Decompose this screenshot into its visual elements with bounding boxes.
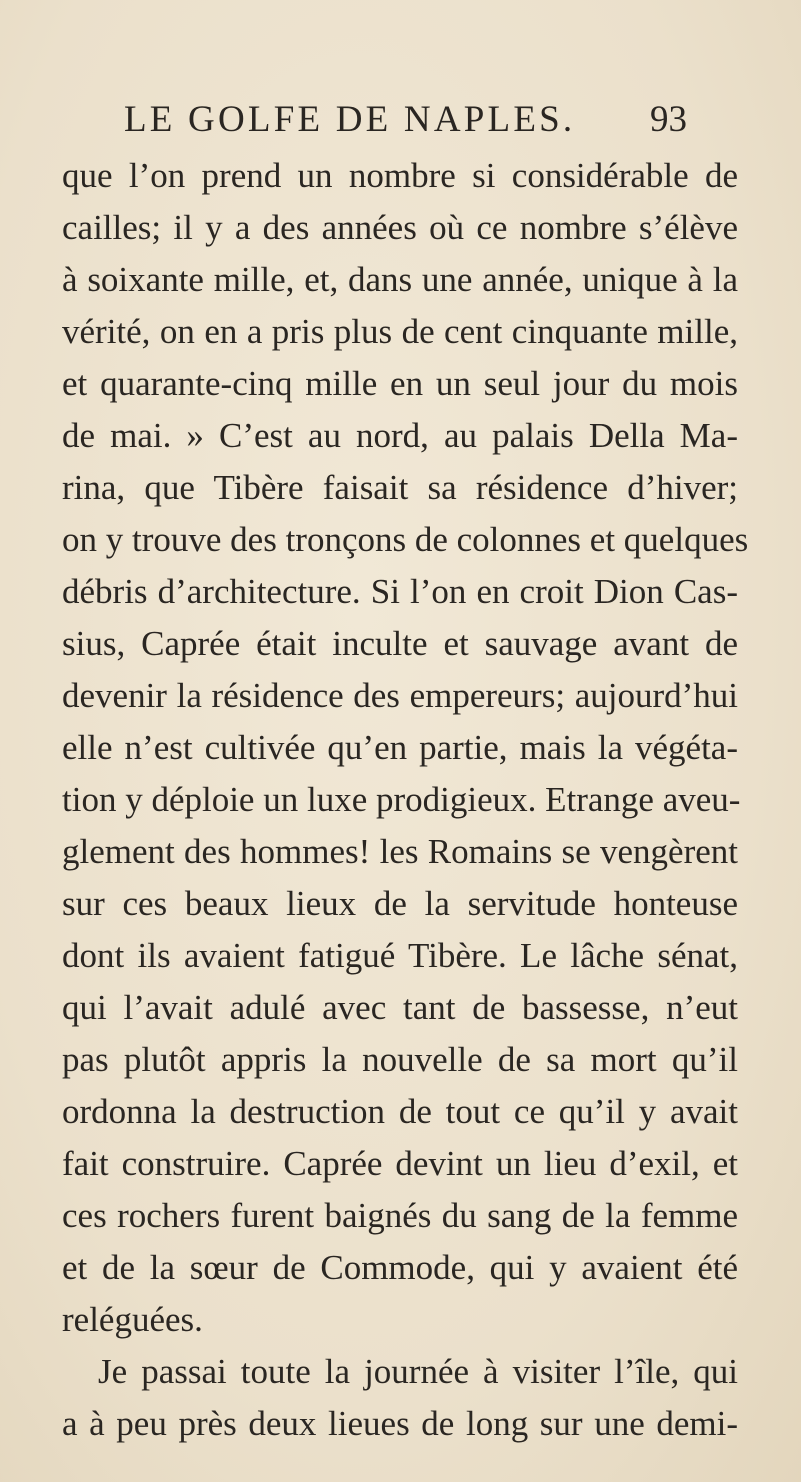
text-line: vérité, on en a pris plus de cent cinquante mille, <box>62 312 738 351</box>
text-line: fait construire. Caprée devint un lieu d’exil, et <box>62 1144 738 1183</box>
text-line: rina, que Tibère faisait sa résidence d’hiver; <box>62 468 738 507</box>
text-line: sius, Caprée était inculte et sauvage avant de <box>62 624 738 663</box>
running-title: LE GOLFE DE NAPLES. <box>124 99 576 140</box>
text-line: dont ils avaient fatigué Tibère. Le lâche sénat, <box>62 936 738 975</box>
text-line: a à peu près deux lieues de long sur une demi- <box>62 1404 738 1443</box>
text-line: cailles; il y a des années où ce nombre s’élève <box>62 208 738 247</box>
text-line: débris d’architecture. Si l’on en croit Dion Cas- <box>62 572 738 611</box>
text-line: on y trouve des tronçons de colonnes et quelques <box>62 520 749 559</box>
text-line: tion y déploie un luxe prodigieux. Etrange aveu- <box>62 780 741 819</box>
text-line: sur ces beaux lieux de la servitude honteuse <box>62 884 738 923</box>
text-line: de mai. » C’est au nord, au palais Della Ma- <box>62 416 738 455</box>
paragraph-end-line: reléguées. <box>62 1300 203 1339</box>
paragraph-start-line: Je passai toute la journée à visiter l’île, qui <box>98 1352 738 1391</box>
text-line: qui l’avait adulé avec tant de bassesse, n’eut <box>62 988 738 1027</box>
page-number: 93 <box>650 99 687 140</box>
text-line: pas plutôt appris la nouvelle de sa mort qu’il <box>62 1040 738 1079</box>
page-header <box>0 92 801 148</box>
text-line: devenir la résidence des empereurs; aujourd’hui <box>62 676 738 715</box>
body-text <box>62 150 749 1450</box>
text-line: elle n’est cultivée qu’en partie, mais la végéta- <box>62 728 738 767</box>
text-line: ces rochers furent baignés du sang de la femme <box>62 1196 738 1235</box>
text-line: et de la sœur de Commode, qui y avaient été <box>62 1248 738 1287</box>
text-line: que l’on prend un nombre si considérable de <box>62 156 738 195</box>
text-line: à soixante mille, et, dans une année, unique à la <box>62 260 738 299</box>
text-line: ordonna la destruction de tout ce qu’il y avait <box>62 1092 738 1131</box>
text-line: et quarante-cinq mille en un seul jour du mois <box>62 364 738 403</box>
text-line: glement des hommes! les Romains se vengèrent <box>62 832 738 871</box>
